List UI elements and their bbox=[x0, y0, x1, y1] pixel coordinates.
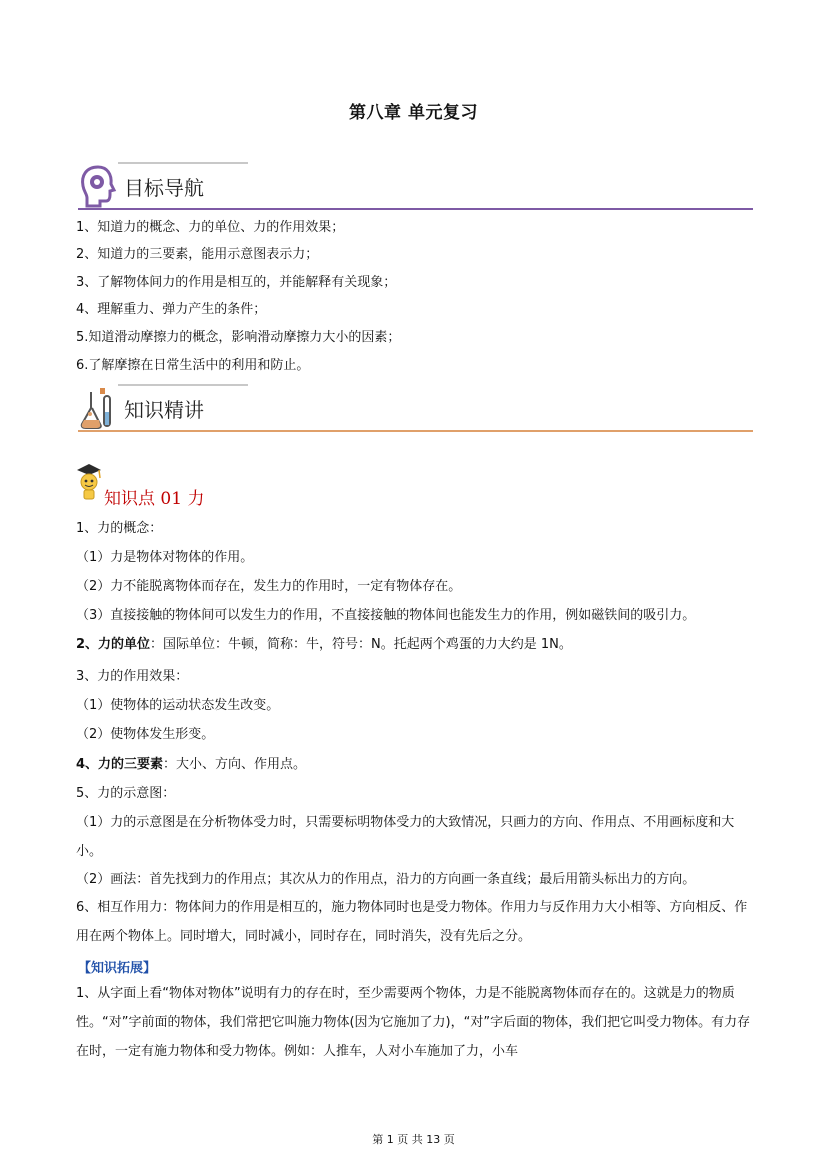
three-elements-text: ：大小、方向、作用点。 bbox=[163, 757, 307, 772]
goal-item: 5.知道滑动摩擦力的概念，影响滑动摩擦力大小的因素； bbox=[76, 330, 401, 345]
knowledge-section-header bbox=[78, 382, 753, 432]
content-line: 5、力的示意图： bbox=[76, 786, 176, 801]
extension-paragraph: 1、从字面上看“物体对物体”说明有力的存在时，至少需要两个物体，力是不能脱离物体而存在的。这就是力的物质性。“对”字前面的物体，我们常把它叫施力物体(因为它施加了力)，“对”字后面的物体，我们把它叫受力物体。有力存在时，一定有施力物体和受力物体。例如：人推车，人对小车施加了力，小车 bbox=[76, 986, 751, 1059]
header-top-line bbox=[118, 162, 248, 164]
force-unit-label: 2、力的单位 bbox=[76, 637, 151, 652]
content-paragraph: 6、相互作用力：物体间力的作用是相互的，施力物体同时也是受力物体。作用力与反作用力大小相等、方向相反、作用在两个物体上。同时增大，同时减小，同时存在，同时消失，没有先后之分。 bbox=[76, 900, 748, 944]
goal-item: 4、理解重力、弹力产生的条件； bbox=[76, 302, 267, 317]
goals-section-header bbox=[78, 160, 753, 210]
force-unit-text: ：国际单位：牛顿，简称：牛，符号：N。托起两个鸡蛋的力大约是 1N。 bbox=[150, 637, 572, 652]
content-paragraph: （1）力的示意图是在分析物体受力时，只需要标明物体受力的大致情况，只画力的方向、作用点、不用画标度和大小。 bbox=[76, 815, 735, 859]
goal-item: 2、知道力的三要素，能用示意图表示力； bbox=[76, 247, 319, 262]
brain-head-icon bbox=[78, 164, 118, 208]
three-elements-label: 4、力的三要素 bbox=[76, 757, 164, 772]
knowledge-header-title: 知识精讲 bbox=[124, 398, 204, 422]
graduate-mascot-icon bbox=[74, 462, 104, 502]
goal-item: 3、了解物体间力的作用是相互的，并能解释有关现象； bbox=[76, 275, 397, 290]
content-line: （2）画法：首先找到力的作用点；其次从力的作用点，沿力的方向画一条直线；最后用箭头标出力的方向。 bbox=[76, 872, 696, 887]
content-line: （2）力不能脱离物体而存在，发生力的作用时，一定有物体存在。 bbox=[76, 579, 462, 594]
content-line: 3、力的作用效果： bbox=[76, 669, 189, 684]
goals-divider bbox=[78, 208, 753, 210]
knowledge-point-title: 知识点 01 力 bbox=[104, 489, 205, 509]
lab-flask-icon bbox=[78, 386, 118, 430]
goal-item: 1、知道力的概念、力的单位、力的作用效果； bbox=[76, 220, 345, 235]
content-line: （2）使物体发生形变。 bbox=[76, 727, 215, 742]
content-line: 1、力的概念： bbox=[76, 521, 163, 536]
page-footer: 第 1 页 共 13 页 bbox=[372, 1133, 455, 1146]
content-line bbox=[76, 756, 306, 774]
content-line bbox=[76, 636, 572, 654]
knowledge-divider bbox=[78, 430, 753, 432]
content-line: （1）力是物体对物体的作用。 bbox=[76, 550, 254, 565]
header-top-line bbox=[118, 384, 248, 386]
content-line: （3）直接接触的物体间可以发生力的作用，不直接接触的物体间也能发生力的作用，例如磁铁间的吸引力。 bbox=[76, 608, 696, 623]
extension-title: 【知识拓展】 bbox=[78, 961, 157, 976]
goals-header-title: 目标导航 bbox=[124, 176, 204, 200]
content-line: （1）使物体的运动状态发生改变。 bbox=[76, 698, 280, 713]
goal-item: 6.了解摩擦在日常生活中的利用和防止。 bbox=[76, 358, 310, 373]
page-title: 第八章 单元复习 bbox=[349, 103, 478, 123]
